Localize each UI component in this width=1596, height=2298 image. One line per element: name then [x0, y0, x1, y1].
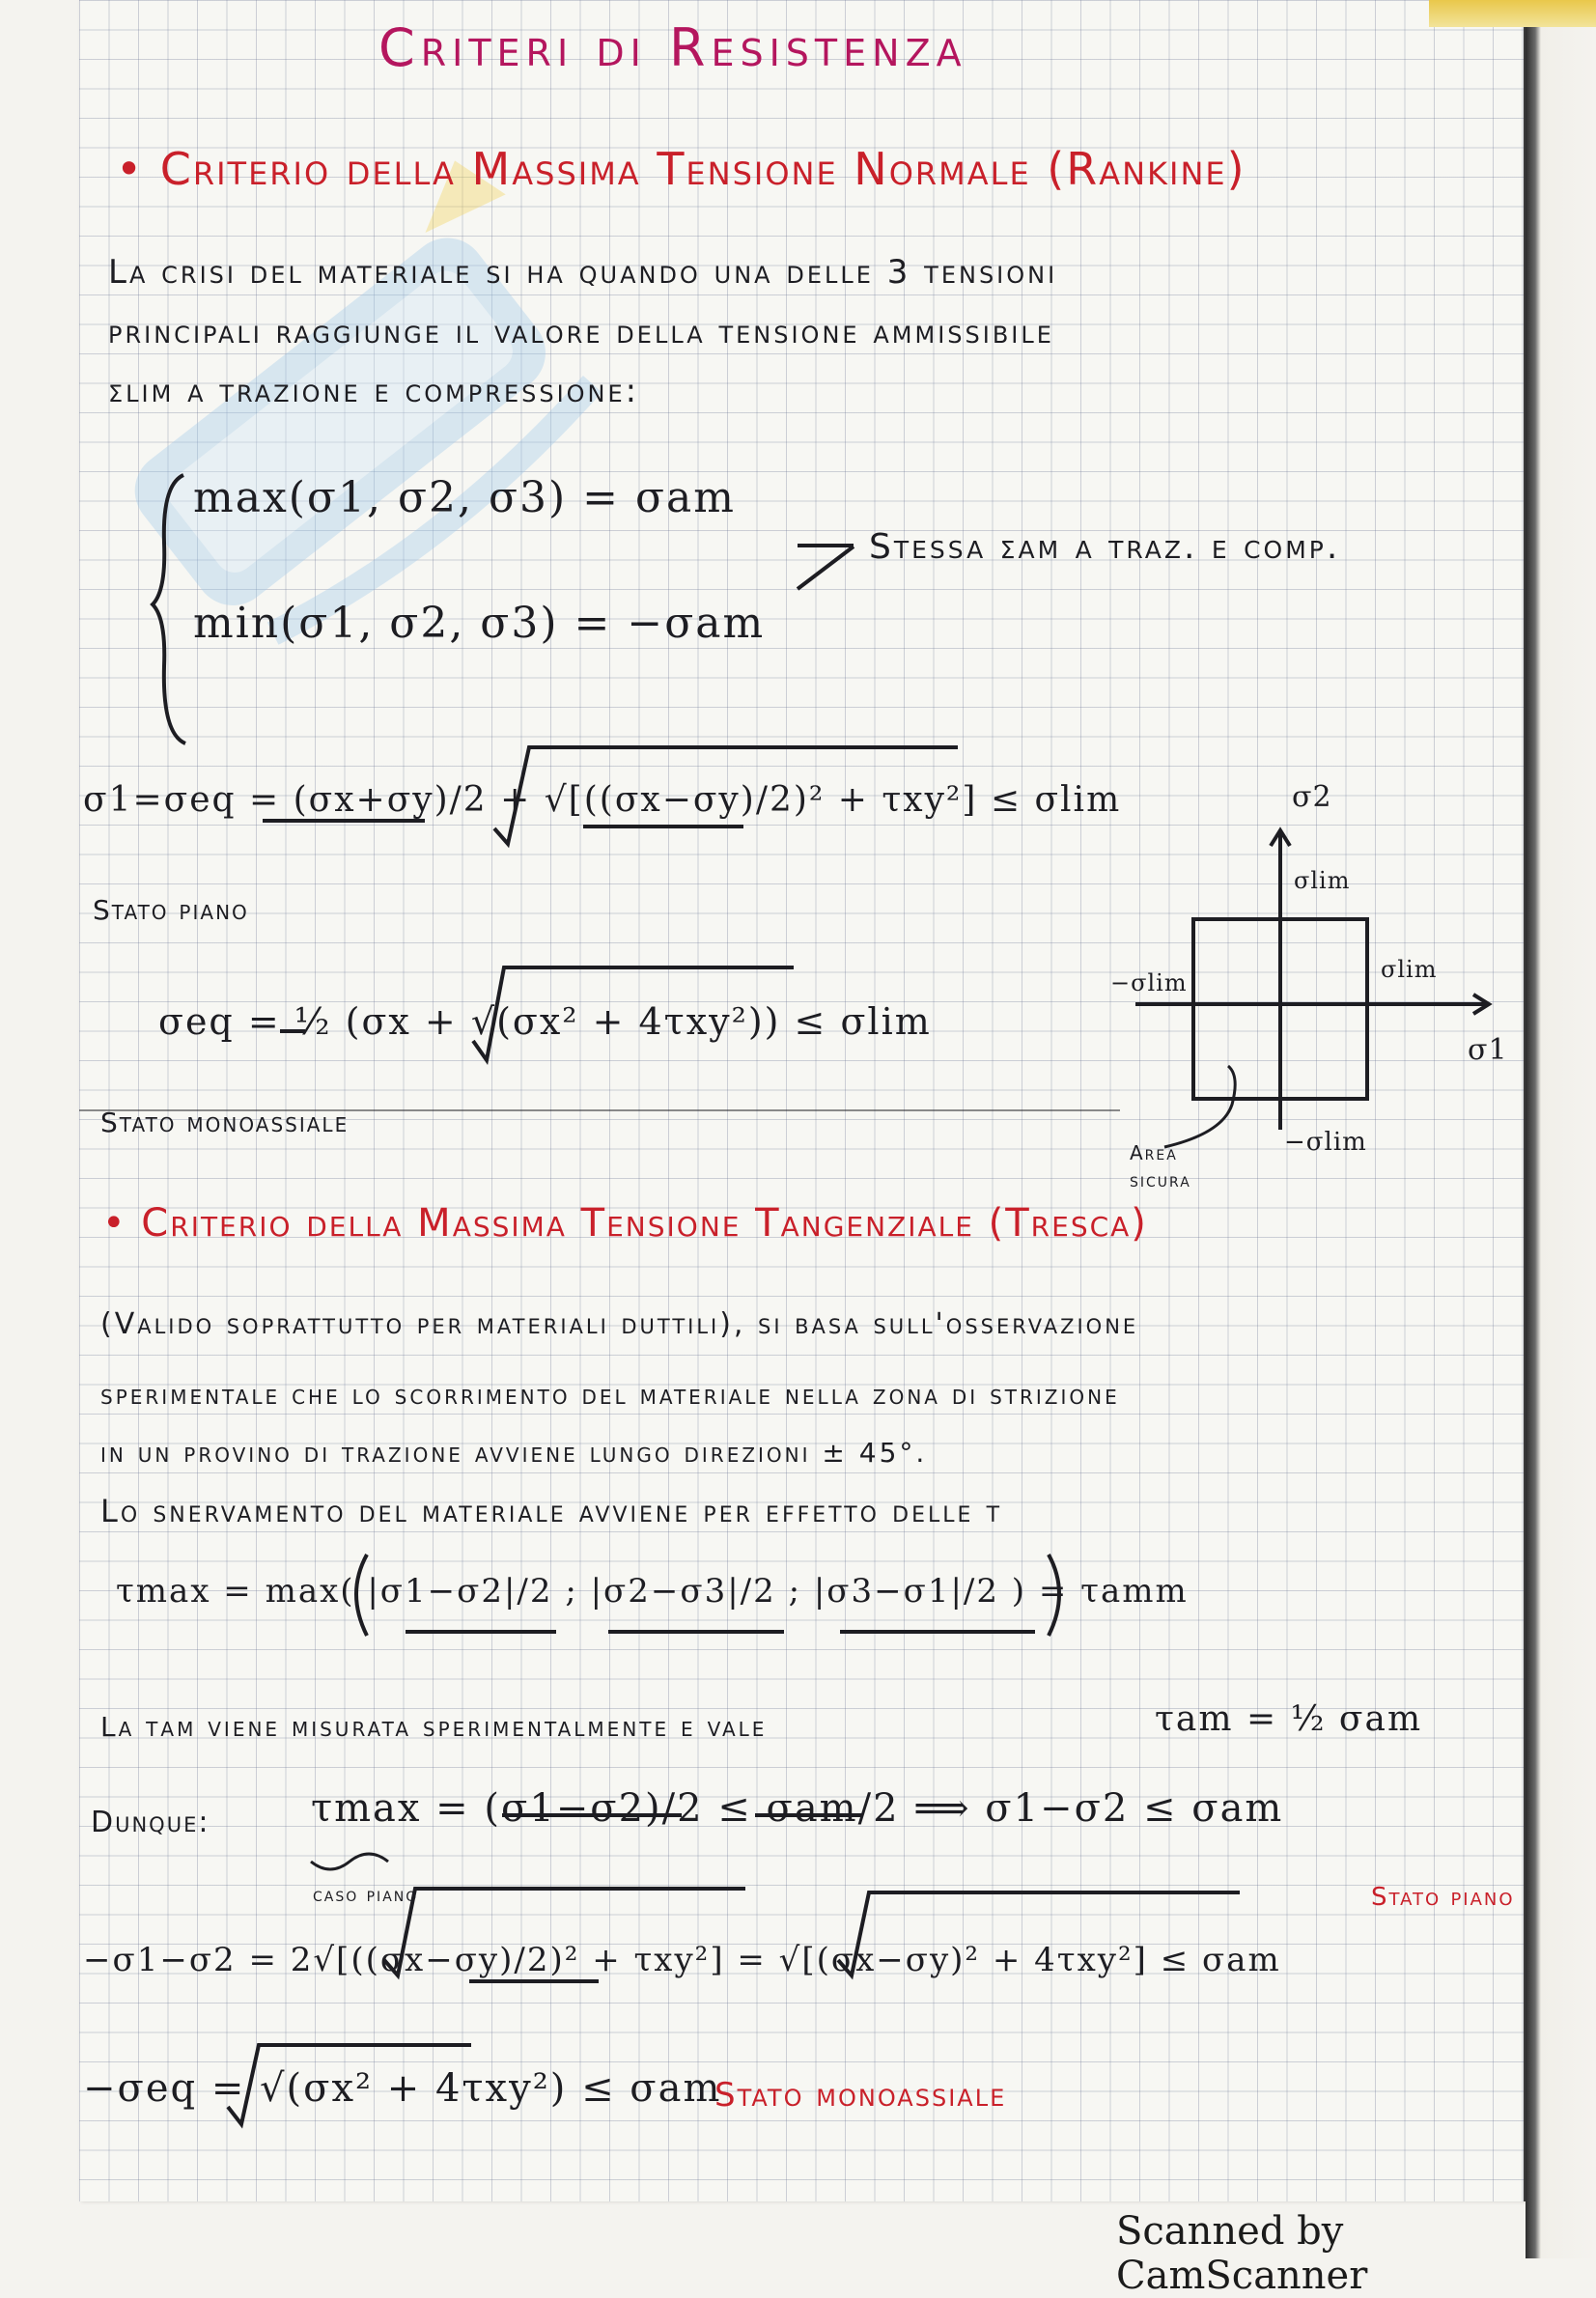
text-line: principali raggiunge il valore della tensione ammissibile [108, 313, 1054, 351]
system-note: Stessa σam a traz. e comp. [869, 527, 1341, 567]
text-line: sperimentale che lo scorrimento del materiale nella zona di strizione [100, 1379, 1120, 1411]
text-line: Lo snervamento del materiale avviene per effetto delle τ [100, 1493, 1003, 1529]
diagram-area-label: sicura [1130, 1168, 1191, 1191]
system-brace [153, 475, 185, 743]
arrow-line [798, 546, 854, 589]
text-line: (Valido soprattutto per materiali duttili), si basa sull'osservazione [100, 1307, 1139, 1341]
label-stato-piano: Stato piano [1371, 1883, 1515, 1912]
equation-dunque: τmax = (σ1−σ2)/2 ≤ σam/2 ⟹ σ1−σ2 ≤ σam [311, 1786, 1284, 1831]
label-stato-mono: Stato monoassiale [714, 2076, 1007, 2115]
equation-min: min(σ1, σ2, σ3) = −σam [193, 599, 766, 648]
diagram-axis-sigma1: σ1 [1468, 1033, 1508, 1067]
page-title: Criteri di Resistenza [378, 17, 967, 78]
diagram-label-bottom: −σlim [1284, 1128, 1367, 1157]
equation-tau-max: τmax = max( |σ1−σ2|/2 ; |σ2−σ3|/2 ; |σ3−σ1|/2 ) = τamm [116, 1572, 1189, 1611]
label-plane-state: Stato piano [93, 894, 249, 926]
diagram-label-left: −σlim [1110, 969, 1188, 996]
underline-wave [311, 1854, 388, 1869]
label-dunque: Dunque: [91, 1806, 210, 1839]
scanner-footer: Scanned by CamScanner [1116, 2209, 1368, 2298]
section-heading-rankine: • Criterio della Massima Tensione Normale (Rankine) [116, 143, 1246, 195]
label-mono-state: Stato monoassiale [100, 1107, 350, 1138]
area-pointer [1164, 1066, 1235, 1147]
equation-max: max(σ1, σ2, σ3) = σam [193, 473, 736, 522]
text-line: in un provino di trazione avviene lungo direzioni ± 45°. [100, 1437, 928, 1469]
diagram-label-right: σlim [1381, 956, 1438, 983]
equation-rankine-plane: σ1=σeq = (σx+σy)/2 + √[((σx−σy)/2)² + τxy²] ≤ σlim [83, 780, 1122, 820]
diagram-area-label: Area [1130, 1141, 1178, 1164]
text-line: La τam viene misurata sperimentalmente e vale [100, 1711, 768, 1743]
equation-tresca-mono: −σeq = √(σx² + 4τxy²) ≤ σam [83, 2066, 722, 2111]
label-caso-piano: caso piano [313, 1883, 419, 1906]
equation-tresca-plane: −σ1−σ2 = 2√[((σx−σy)/2)² + τxy²] = √[(σx−σy)² + 4τxy²] ≤ σam [83, 1941, 1281, 1979]
section-heading-tresca: • Criterio della Massima Tensione Tangenziale (Tresca) [102, 1201, 1148, 1246]
text-line: La crisi del materiale si ha quando una delle 3 tensioni [108, 253, 1058, 292]
equation-rankine-mono: σeq = ½ (σx + √(σx² + 4τxy²)) ≤ σlim [158, 1000, 932, 1043]
equation-tau-am: τam = ½ σam [1155, 1699, 1423, 1739]
diagram-axis-sigma2: σ2 [1292, 780, 1332, 814]
text-line: σlim a trazione e compressione: [108, 372, 640, 410]
diagram-label-top: σlim [1294, 867, 1351, 894]
